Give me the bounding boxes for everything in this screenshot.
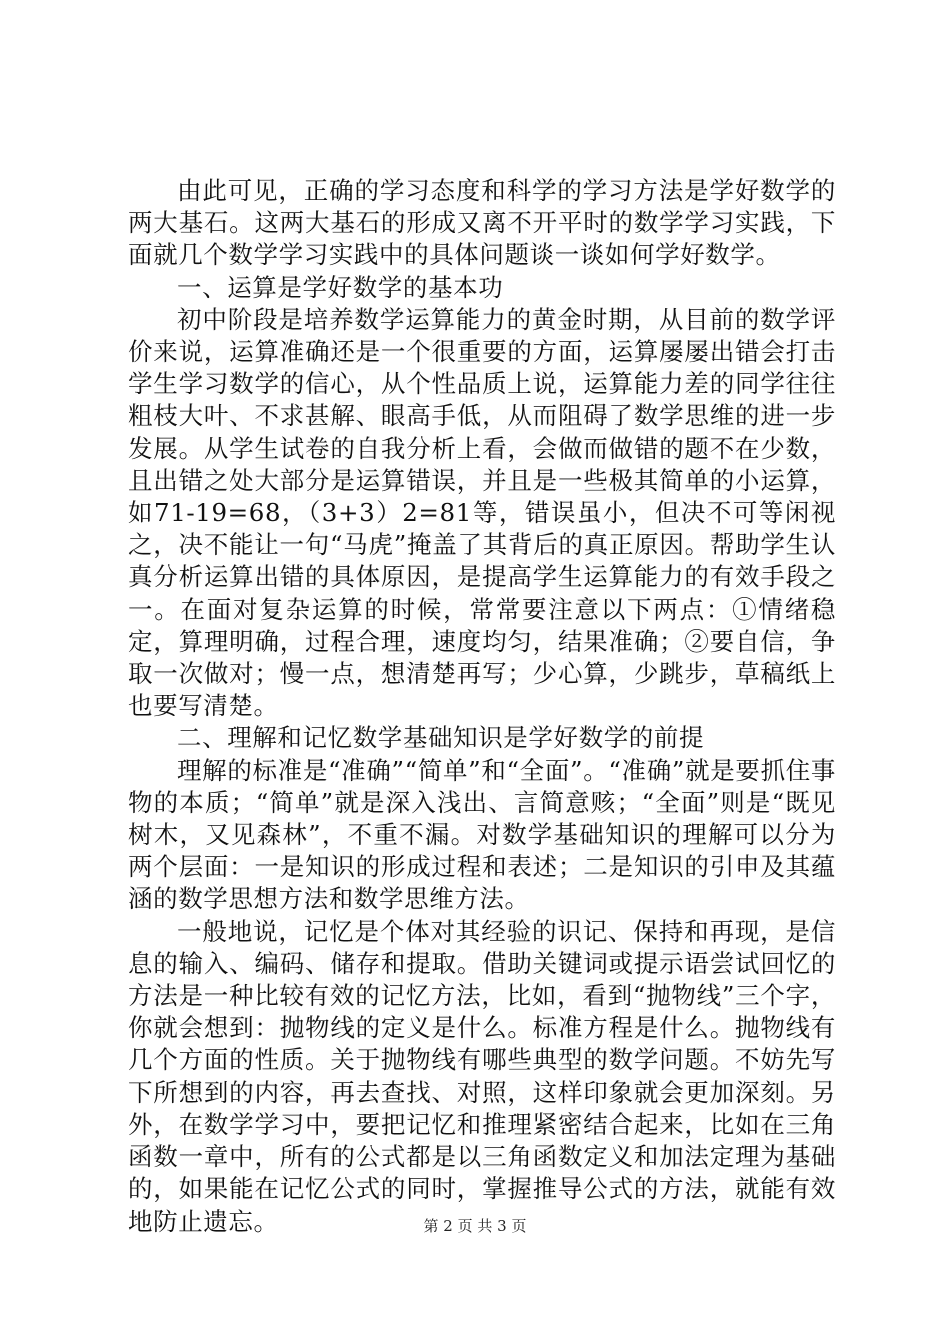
paragraph-intro: 由此可见，正确的学习态度和科学的学习方法是学好数学的两大基石。这两大基石的形成又离不开平时的数学学习实践，下面就几个数学学习实践中的具体问题谈一谈如何学好数学。: [128, 176, 836, 270]
page-footer: 第 2 页 共 3 页: [423, 1217, 527, 1235]
section-heading-2: 二、理解和记忆数学基础知识是学好数学的前提: [177, 723, 705, 753]
section-heading-1: 一、运算是学好数学的基本功: [177, 272, 504, 302]
paragraph-operations: 初中阶段是培养数学运算能力的黄金时期，从目前的数学评价来说，运算准确还是一个很重要的方面，运算屡屡出错会打击学生学习数学的信心，从个性品质上说，运算能力差的同学往往粗枝大叶、不求甚解、眼高手低，从而阻碍了数学思维的进一步发展。从学生试卷的自我分析上看，会做而做错的题不在少数，且出错之处大部分是运算错误，并且是一些极其简单的小运算，如71-19=68，（3+3）2=81等，错误虽小，但决不可等闲视之，决不能让一句“马虎”掩盖了其背后的真正原因。帮助学生认真分析运算出错的具体原因，是提高学生运算能力的有效手段之一。在面对复杂运算的时候，常常要注意以下两点：①情绪稳定，算理明确，过程合理，速度均匀，结果准确；②要自信，争取一次做对；慢一点，想清楚再写；少心算，少跳步，草稿纸上也要写清楚。: [128, 304, 836, 721]
paragraph-understanding: 理解的标准是“准确”“简单”和“全面”。“准确”就是要抓住事物的本质；“简单”就是深入浅出、言简意赅；“全面”则是“既见树木，又见森林”，不重不漏。对数学基础知识的理解可以分为两个层面：一是知识的形成过程和表述；二是知识的引申及其蕴涵的数学思想方法和数学思维方法。: [128, 755, 836, 914]
document-body: [128, 175, 836, 1238]
paragraph-memory: 一般地说，记忆是个体对其经验的识记、保持和再现，是信息的输入、编码、储存和提取。借助关键词或提示语尝试回忆的方法是一种比较有效的记忆方法，比如，看到“抛物线”三个字，你就会想到：抛物线的定义是什么。标准方程是什么。抛物线有几个方面的性质。关于抛物线有哪些典型的数学问题。不妨先写下所想到的内容，再去查找、对照，这样印象就会更加深刻。另外，在数学学习中，要把记忆和推理紧密结合起来，比如在三角函数一章中，所有的公式都是以三角函数定义和加法定理为基础的，如果能在记忆公式的同时，掌握推导公式的方法，就能有效地防止遗忘。: [128, 916, 836, 1236]
